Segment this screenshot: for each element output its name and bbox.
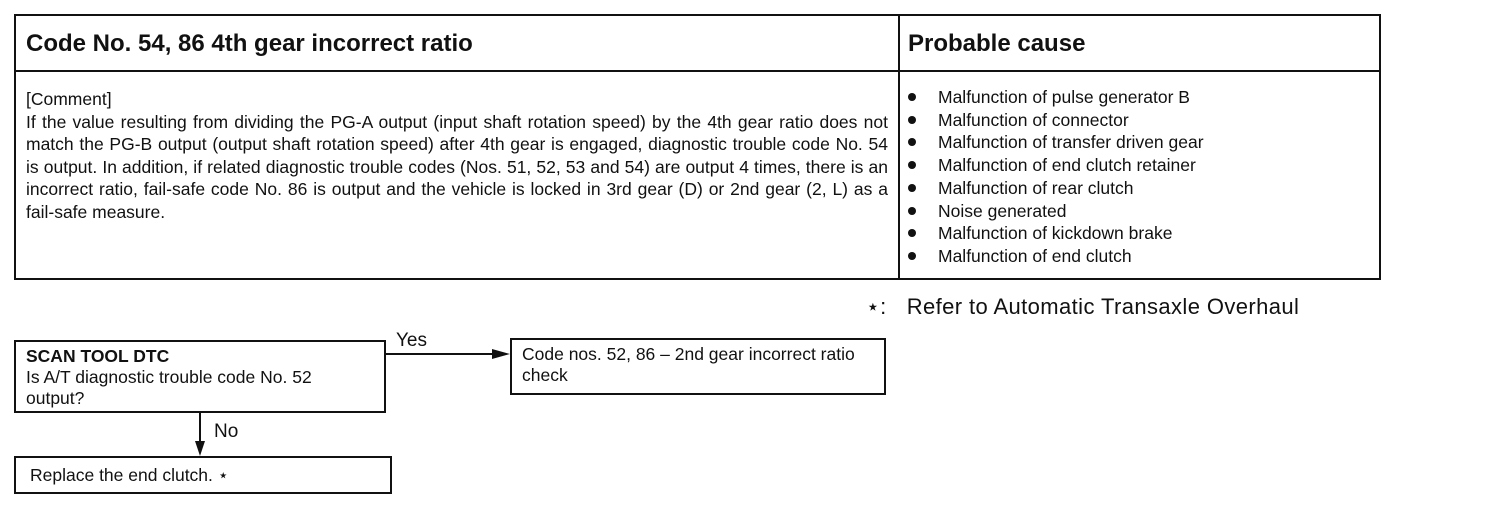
code-title: Code No. 54, 86 4th gear incorrect ratio [16, 16, 900, 72]
scan-tool-step [14, 340, 386, 413]
yes-result-box: Code nos. 52, 86 – 2nd gear incorrect ratio check [510, 338, 886, 395]
cause-item: Malfunction of kickdown brake [908, 222, 1379, 245]
cause-item: Malfunction of rear clutch [908, 177, 1379, 200]
no-arrow-head [195, 441, 205, 456]
cause-item: Malfunction of pulse generator B [908, 86, 1379, 109]
comment-label: [Comment] [26, 89, 112, 109]
reference-text: Refer to Automatic Transaxle Overhaul [906, 294, 1300, 319]
cause-item: Malfunction of end clutch retainer [908, 154, 1379, 177]
probable-cause-header: Probable cause [900, 16, 1379, 72]
cause-item: Noise generated [908, 200, 1379, 223]
yes-arrow-head [492, 349, 510, 359]
no-result-box: Replace the end clutch. ⋆ [14, 456, 392, 494]
cause-item: Malfunction of transfer driven gear [908, 131, 1379, 154]
cause-item: Malfunction of connector [908, 109, 1379, 132]
no-label: No [214, 421, 239, 442]
step-title: SCAN TOOL DTC [26, 346, 170, 366]
step-question: Is A/T diagnostic trouble code No. 52 output? [26, 367, 312, 408]
comment-text: If the value resulting from dividing the PG-A output (input shaft rotation speed) by the 4th gear ratio does not match the PG-B output (output shaft rotation speed) after 4th gear is engaged, diagnostic trouble code No. 54 is output. In addition, if related diagnostic trouble codes (Nos. 51, 52, 53 and 54) are output 4 times, there is an incorrect ratio, fail-safe code No. 86 is output and the vehicle is locked in 3rd gear (D) or 2nd gear (2, L) as a fail-safe measure. [26, 111, 888, 222]
cause-item: Malfunction of end clutch [908, 245, 1379, 268]
star-symbol: ⋆: [866, 294, 887, 319]
yes-label: Yes [396, 330, 427, 351]
